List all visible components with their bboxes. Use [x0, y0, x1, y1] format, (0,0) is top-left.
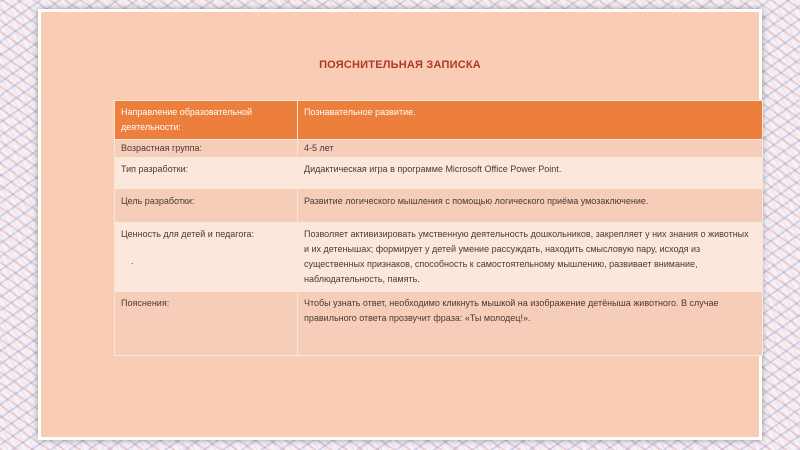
header-right-cell: Познавательное развитие. [298, 101, 763, 140]
table-row [115, 158, 763, 189]
row-label: Тип разработки: [115, 158, 298, 189]
row-label: Цель разработки: [115, 189, 298, 223]
row-value: Дидактическая игра в программе Microsoft Office Power Point. [298, 158, 763, 189]
row-value: Чтобы узнать ответ, необходимо кликнуть мышкой на изображение детёныша животного. В случае правильного ответа прозвучит фраза: «Ты молодец!». [298, 292, 763, 356]
table-row [115, 189, 763, 223]
row-value: Развитие логического мышления с помощью логического приёма умозаключение. [298, 189, 763, 223]
table-header-row [115, 101, 763, 140]
row-label-cell [115, 223, 298, 292]
slide [38, 9, 762, 440]
row-label: Возрастная группа: [115, 140, 298, 158]
table-row [115, 292, 763, 356]
table-row [115, 140, 763, 158]
row-note: . [131, 256, 134, 266]
page-title: ПОЯСНИТЕЛЬНАЯ ЗАПИСКА [319, 59, 481, 71]
info-table [114, 100, 763, 356]
row-label: Ценность для детей и педагога: [121, 229, 254, 239]
row-value: Позволяет активизировать умственную деятельность дошкольников, закрепляет у них знания о животных и их детенышах; формирует у детей умение рассуждать, находить смысловую пару, исходя из существенных признаков, способность к самостоятельному мышлению, развивает внимание, наблюдательность, память. [298, 223, 763, 292]
header-left-cell: Направление образовательной деятельности: [115, 101, 298, 140]
row-label: Пояснения: [115, 292, 298, 356]
row-value: 4-5 лет [298, 140, 763, 158]
table-row [115, 223, 763, 292]
